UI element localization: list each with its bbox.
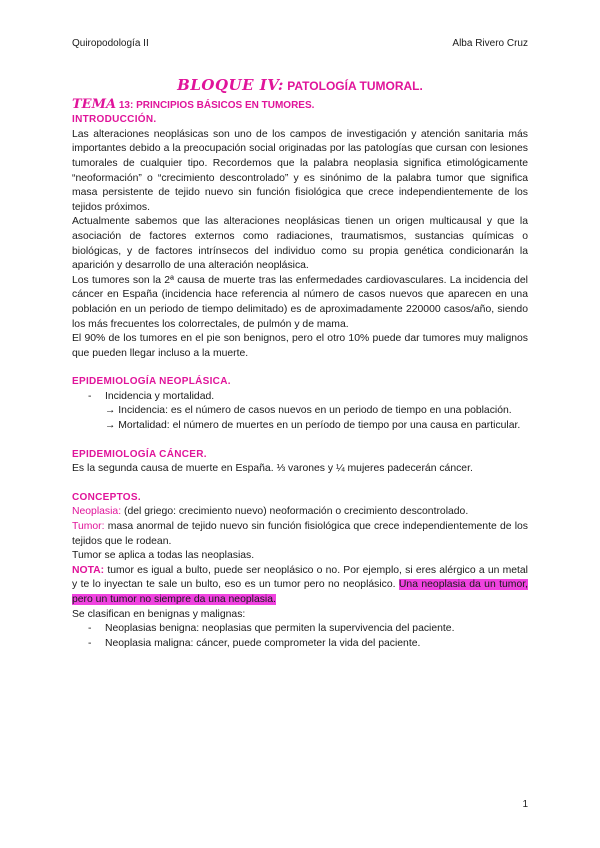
incidence-definition: → Incidencia: es el número de casos nuevos en un periodo de tiempo en una población.: [105, 405, 512, 417]
tumor-text: masa anormal de tejido nuevo sin función fisiológica que crece independientemente de los tejidos que le rodean.: [72, 521, 528, 547]
tumor-note: Tumor se aplica a todas las neoplasias.: [72, 550, 255, 562]
classification-intro: Se clasifican en benignas y malignas:: [72, 608, 246, 620]
intro-paragraph-3: Los tumores son la 2ª causa de muerte tras las enfermedades cardiovasculares. La incidencia del cáncer en España (incidencia hace referencia al número de casos nuevos que aparecen en una población en un periodo de tiempo delimitado) es de aproximadamente 220000 casos/año, siendo los más frecuentes los colorrectales, de pulmón y de mama.: [72, 274, 528, 330]
intro-paragraph-2: Actualmente sabemos que las alteraciones neoplásicas tienen un origen multicausal y que la asociación de factores externos como radiaciones, traumatismos, sustancias químicas o biológicas, y de factores intrínsecos del individuo como su propia genética condicionarán la aparición y desarrollo de una alteración neoplásica.: [72, 216, 528, 272]
tumor-definition: [72, 520, 528, 549]
nota-term: NOTA:: [72, 564, 105, 576]
document-body: [72, 78, 528, 651]
header-course: Quiropodología II: [72, 38, 149, 49]
epi-neo-heading: EPIDEMIOLOGÍA NEOPLÁSICA.: [72, 376, 231, 388]
neoplasia-text: (del griego: crecimiento nuevo) neoformación o crecimiento descontrolado.: [121, 506, 469, 518]
bloque-label: BLOQUE IV:: [177, 76, 284, 94]
nota-text: tumor es igual a bulto, puede ser neoplásico o no. Por ejemplo, si eres alérgico a un metal y te lo inyectan te sale un bulto, eso es un tumor pero no neoplásico.: [72, 564, 528, 591]
list-item-benign: - Neoplasias benigna: neoplasias que permiten la supervivencia del paciente.: [88, 622, 528, 637]
tumor-term: Tumor:: [72, 521, 105, 533]
epi-cancer-heading: EPIDEMIOLOGÍA CÁNCER.: [72, 448, 207, 460]
epi-cancer-text: Es la segunda causa de muerte en España. ⅓ varones y ¼ mujeres padecerán cáncer.: [72, 463, 473, 475]
neoplasia-definition: [72, 505, 528, 520]
nota-highlight: Una neoplasia da un tumor, pero un tumor no siempre da una neoplasia.: [72, 579, 529, 605]
list-item: - Incidencia y mortalidad.: [88, 390, 528, 405]
page-number: 1: [522, 799, 528, 810]
list-item-malignant: - Neoplasia maligna: cáncer, puede comprometer la vida del paciente.: [88, 637, 528, 652]
header-author: Alba Rivero Cruz: [452, 38, 528, 49]
intro-paragraph-4: El 90% de los tumores en el pie son benignos, pero el otro 10% puede dar tumores muy malignos que pueden llegar incluso a la muerte.: [72, 333, 528, 359]
epi-neo-list: [72, 390, 528, 405]
bloque-title: [72, 78, 528, 94]
intro-paragraph-1: Las alteraciones neoplásicas son uno de los campos de investigación y atención sanitaria más importantes debido a la preocupación social originadas por las patologías que cursan con lesiones tumorales de cualquier tipo. Recordemos que la palabra neoplasia significa etimológicamente “neoformación” o “crecimiento descontrolado” y es sinónimo de la palabra tumor que significa masa persistente de tejido nuevo sin función fisiológica que crece independientemente de los tejidos próximos.: [72, 128, 528, 213]
nota-paragraph: [72, 564, 528, 608]
mortality-definition: → Mortalidad: el número de muertes en un período de tiempo por una causa en particular.: [105, 420, 521, 432]
classification-list: [72, 622, 528, 651]
neoplasia-term: Neoplasia:: [72, 506, 122, 518]
conceptos-heading: CONCEPTOS.: [72, 491, 141, 503]
tema-subject: 13: PRINCIPIOS BÁSICOS EN TUMORES.: [116, 99, 315, 111]
tema-title: [72, 98, 528, 114]
intro-heading: INTRODUCCIÓN.: [72, 114, 157, 126]
bloque-subject: PATOLOGÍA TUMORAL.: [283, 79, 423, 93]
tema-label: TEMA: [72, 96, 117, 112]
